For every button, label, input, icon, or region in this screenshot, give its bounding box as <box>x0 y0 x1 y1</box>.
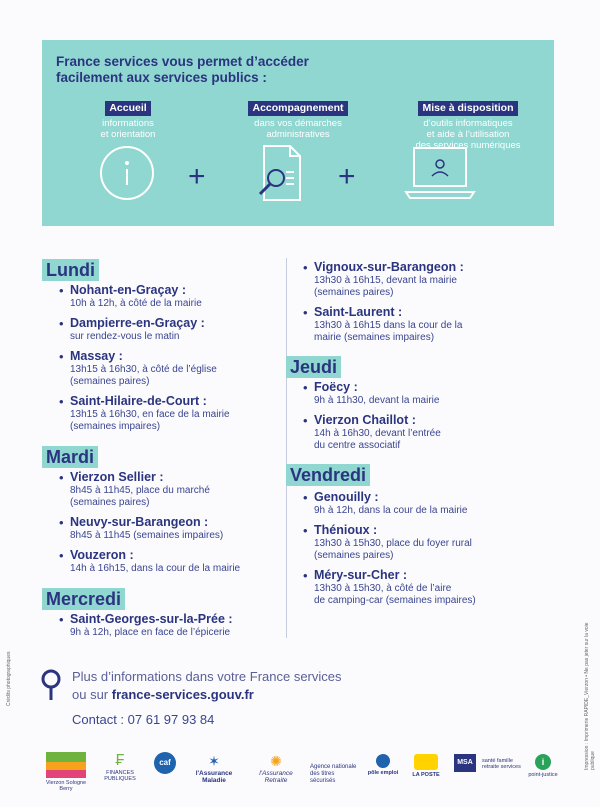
msa-logo: MSA <box>452 752 478 774</box>
jeudi-list <box>300 380 560 458</box>
place-detail: 13h30 à 16h15, devant la mairie (semaines paires) <box>314 275 457 298</box>
contact-phone: Contact : 07 61 97 93 84 <box>72 712 215 727</box>
place-detail: 8h45 à 11h45, place du marché (semaines paires) <box>70 485 210 508</box>
place-detail: 8h45 à 11h45 (semaines impaires) <box>70 530 224 541</box>
place-name: • Saint-Georges-sur-la-Prée : <box>70 612 233 626</box>
place-name: • Massay : <box>70 349 123 363</box>
service-label: Mise à disposition <box>418 101 517 116</box>
service-desc: informations et orientation <box>100 118 156 140</box>
la-poste-logo: LA POSTE <box>406 752 446 778</box>
place-name: • Vouzeron : <box>70 548 134 562</box>
place-detail: 14h à 16h15, dans la cour de la mairie <box>70 563 241 574</box>
caf-logo: caf <box>148 752 182 774</box>
ministere-logo: santé famille retraite services <box>482 758 521 770</box>
day-vendredi: Vendredi <box>286 464 370 486</box>
list-item <box>56 394 281 433</box>
list-item <box>56 349 281 388</box>
list-item <box>300 305 560 344</box>
list-item <box>300 523 560 562</box>
ants-logo: Agence nationale des titres sécurisés <box>310 764 357 784</box>
list-item <box>300 413 560 452</box>
left-side-credit: Crédits photographiques <box>6 651 12 706</box>
list-item <box>300 490 560 517</box>
list-item <box>300 380 560 407</box>
list-item <box>56 283 281 310</box>
right-side-credit: Impression : Imprimerie RAPIDE_Vierzon • Ne pas jeter sur la voie publique <box>584 622 596 770</box>
day-lundi: Lundi <box>42 259 99 281</box>
place-name: • Genouilly : <box>314 490 379 504</box>
service-accompagnement <box>218 98 378 140</box>
service-desc: d’outils informatiques et aide à l’utilisation des services numériques <box>415 118 521 151</box>
pole-emploi-logo: pôle emploi <box>366 752 400 776</box>
services-banner <box>42 40 554 226</box>
place-detail: 13h30 à 15h30, place du foyer rural (semaines paires) <box>314 538 472 561</box>
mardi-list <box>56 470 281 581</box>
place-name: • Neuvy-sur-Barangeon : <box>70 515 209 529</box>
mercredi-list <box>56 612 281 645</box>
place-detail: 13h15 à 16h30, en face de la mairie (semaines impaires) <box>70 409 230 432</box>
place-name: • Méry-sur-Cher : <box>314 568 408 582</box>
list-item <box>56 316 281 343</box>
place-name: • Saint-Laurent : <box>314 305 403 319</box>
place-name: • Saint-Hilaire-de-Court : <box>70 394 207 408</box>
info-prefix: ou sur <box>72 687 112 702</box>
assurance-maladie-logo: ✶ l'Assurance Maladie <box>195 753 233 784</box>
plus-icon: + <box>338 160 356 193</box>
vendredi-list <box>300 490 560 613</box>
banner-title-line1: France services vous permet d’accéder <box>56 54 309 69</box>
list-item <box>56 515 281 542</box>
service-label: Accueil <box>105 101 150 116</box>
finances-publiques-logo: ₣ FINANCES PUBLIQUES <box>104 752 136 782</box>
banner-title-line2: facilement aux services publics : <box>56 70 267 85</box>
lundi-list <box>56 283 281 439</box>
place-detail: 9h à 11h30, devant la mairie <box>314 395 440 406</box>
place-name: • Vierzon Chaillot : <box>314 413 416 427</box>
info-text <box>72 668 342 704</box>
service-desc: dans vos démarches administratives <box>254 118 342 140</box>
laptop-icon <box>404 144 476 200</box>
place-name: • Vierzon Sellier : <box>70 470 164 484</box>
vierzon-sologne-berry-logo: Vierzon Sologne Berry <box>44 752 88 792</box>
place-name: • Thénioux : <box>314 523 378 537</box>
place-detail: 13h30 à 16h15 dans la cour de la mairie (semaines impaires) <box>314 320 463 343</box>
place-detail: 10h à 12h, à côté de la mairie <box>70 298 202 309</box>
list-item <box>56 548 281 575</box>
info-icon <box>98 144 156 202</box>
place-detail: 9h à 12h, dans la cour de la mairie <box>314 505 468 516</box>
partner-logos <box>40 752 560 792</box>
column-divider <box>286 258 287 638</box>
place-name: • Foëcy : <box>314 380 358 394</box>
place-detail: sur rendez-vous le matin <box>70 331 180 342</box>
place-name: • Nohant-en-Graçay : <box>70 283 186 297</box>
list-item <box>300 568 560 607</box>
search-icon <box>38 668 64 702</box>
day-mercredi: Mercredi <box>42 588 125 610</box>
mercredi-right-list <box>300 260 560 350</box>
list-item <box>300 260 560 299</box>
place-detail: 14h à 16h30, devant l’entrée du centre associatif <box>314 428 441 451</box>
assurance-retraite-logo: ✺ l'Assurance Retraite <box>259 753 293 784</box>
list-item <box>56 612 281 639</box>
place-name: • Dampierre-en-Graçay : <box>70 316 205 330</box>
place-name: • Vignoux-sur-Barangeon : <box>314 260 464 274</box>
point-justice-logo: i point-justice <box>528 752 558 778</box>
list-item <box>56 470 281 509</box>
place-detail: 13h15 à 16h30, à côté de l’église (semaines paires) <box>70 364 217 387</box>
banner-title <box>56 54 309 86</box>
place-detail: 13h30 à 15h30, à côté de l’aire de camping-car (semaines impaires) <box>314 583 476 606</box>
service-label: Accompagnement <box>248 101 347 116</box>
service-accueil <box>48 98 208 140</box>
day-mardi: Mardi <box>42 446 98 468</box>
plus-icon: + <box>188 160 206 193</box>
place-detail: 9h à 12h, place en face de l’épicerie <box>70 627 231 638</box>
website-link[interactable]: france-services.gouv.fr <box>111 687 254 702</box>
info-line: Plus d’informations dans votre France services <box>72 669 342 684</box>
day-jeudi: Jeudi <box>286 356 341 378</box>
document-search-icon <box>256 144 306 204</box>
